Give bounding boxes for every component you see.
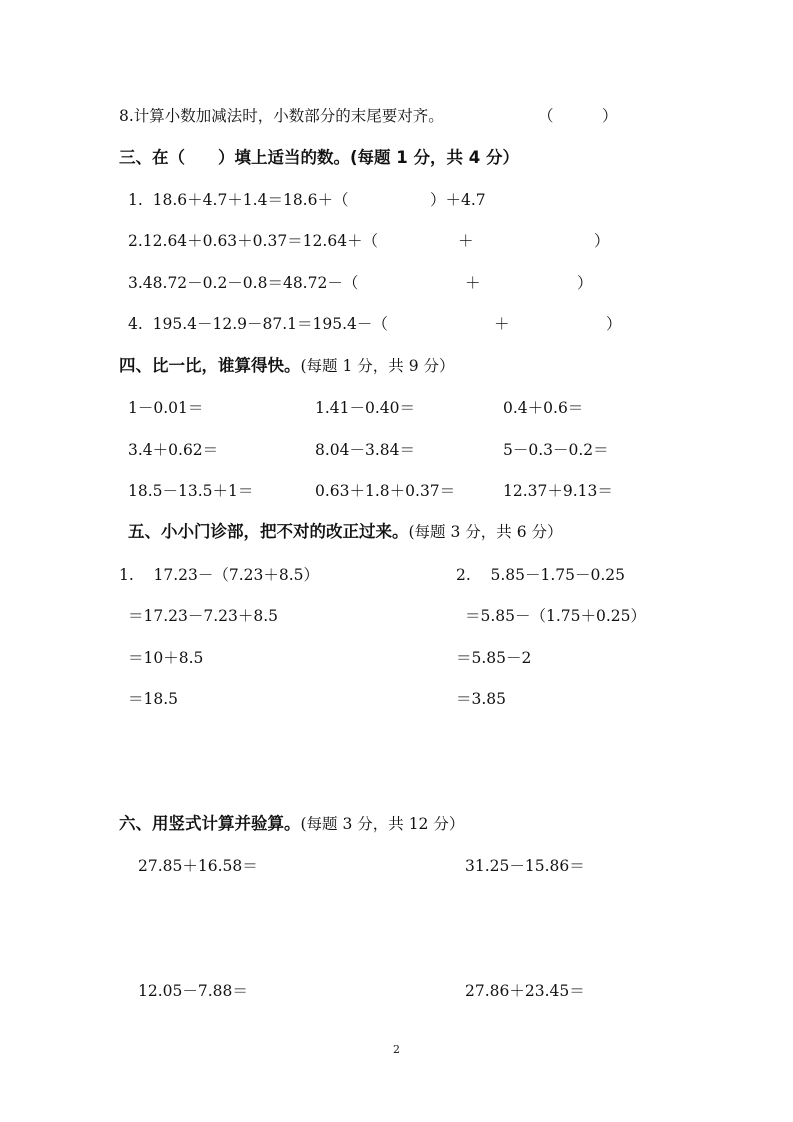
sec4-r2-c1: 3.4＋0.62＝ bbox=[128, 441, 219, 459]
sec3-item-2-mid: ＋ bbox=[458, 232, 474, 250]
section-4-note: (每题 1 分，共 9 分） bbox=[300, 357, 455, 375]
section-3-title: 三、在（ ）填上适当的数。(每题 1 分，共 4 分） bbox=[119, 148, 519, 167]
sec3-item-1-left: 1. 18.6＋4.7＋1.4＝18.6＋（ bbox=[128, 191, 349, 209]
sec6-item-4: 27.86＋23.45＝ bbox=[465, 982, 585, 1000]
section-5-title bbox=[128, 522, 562, 542]
sec4-r1-c1: 1－0.01＝ bbox=[128, 399, 204, 417]
sec5-right-line-1: 2. 5.85－1.75－0.25 bbox=[456, 566, 626, 584]
sec3-item-2-left: 2.12.64＋0.63＋0.37＝12.64＋（ bbox=[128, 232, 379, 250]
sec3-item-2-right: ） bbox=[594, 232, 610, 250]
sec4-r2-c2: 8.04－3.84＝ bbox=[315, 441, 416, 459]
sec3-item-4-mid: ＋ bbox=[494, 315, 510, 333]
sec5-left-line-4: ＝18.5 bbox=[128, 690, 179, 708]
q8-paren-open: （ bbox=[538, 107, 554, 125]
sec3-item-3-mid: ＋ bbox=[465, 274, 481, 292]
section-6-title bbox=[119, 814, 464, 834]
sec5-left-line-1: 1. 17.23－（7.23＋8.5） bbox=[119, 566, 320, 584]
section-4-heading: 四、比一比，谁算得快。 bbox=[119, 356, 301, 375]
q8-paren-close: ） bbox=[602, 107, 618, 125]
section-5-note: (每题 3 分，共 6 分） bbox=[408, 523, 563, 541]
sec3-item-1-right: ）＋4.7 bbox=[430, 191, 486, 209]
sec4-r2-c3: 5－0.3－0.2＝ bbox=[503, 441, 609, 459]
sec3-item-4-right: ） bbox=[606, 315, 622, 333]
q8-text: 8.计算小数加减法时，小数部分的末尾要对齐。 bbox=[119, 107, 444, 125]
sec5-right-line-3: ＝5.85－2 bbox=[456, 649, 532, 667]
page-number: 2 bbox=[393, 1043, 400, 1056]
sec4-r3-c3: 12.37＋9.13＝ bbox=[503, 482, 613, 500]
sec5-left-line-2: ＝17.23－7.23＋8.5 bbox=[128, 607, 279, 625]
sec4-r3-c1: 18.5－13.5＋1＝ bbox=[128, 482, 254, 500]
sec3-item-3-right: ） bbox=[577, 274, 593, 292]
sec6-item-1: 27.85＋16.58＝ bbox=[138, 857, 258, 875]
sec5-right-line-2: ＝5.85－（1.75＋0.25） bbox=[465, 607, 647, 625]
sec5-left-line-3: ＝10＋8.5 bbox=[128, 649, 204, 667]
sec4-r3-c2: 0.63＋1.8＋0.37＝ bbox=[315, 482, 456, 500]
sec4-r1-c2: 1.41－0.40＝ bbox=[315, 399, 416, 417]
sec6-item-3: 12.05－7.88＝ bbox=[138, 982, 248, 1000]
section-6-note: (每题 3 分，共 12 分） bbox=[300, 815, 465, 833]
sec4-r1-c3: 0.4＋0.6＝ bbox=[503, 399, 584, 417]
sec5-right-line-4: ＝3.85 bbox=[456, 690, 507, 708]
sec3-item-3-left: 3.48.72－0.2－0.8＝48.72－（ bbox=[128, 274, 359, 292]
sec3-item-4-left: 4. 195.4－12.9－87.1＝195.4－（ bbox=[128, 315, 388, 333]
section-5-heading: 五、小小门诊部，把不对的改正过来。 bbox=[128, 522, 409, 541]
section-6-heading: 六、用竖式计算并验算。 bbox=[119, 814, 301, 833]
section-4-title bbox=[119, 356, 454, 376]
sec6-item-2: 31.25－15.86＝ bbox=[465, 857, 585, 875]
